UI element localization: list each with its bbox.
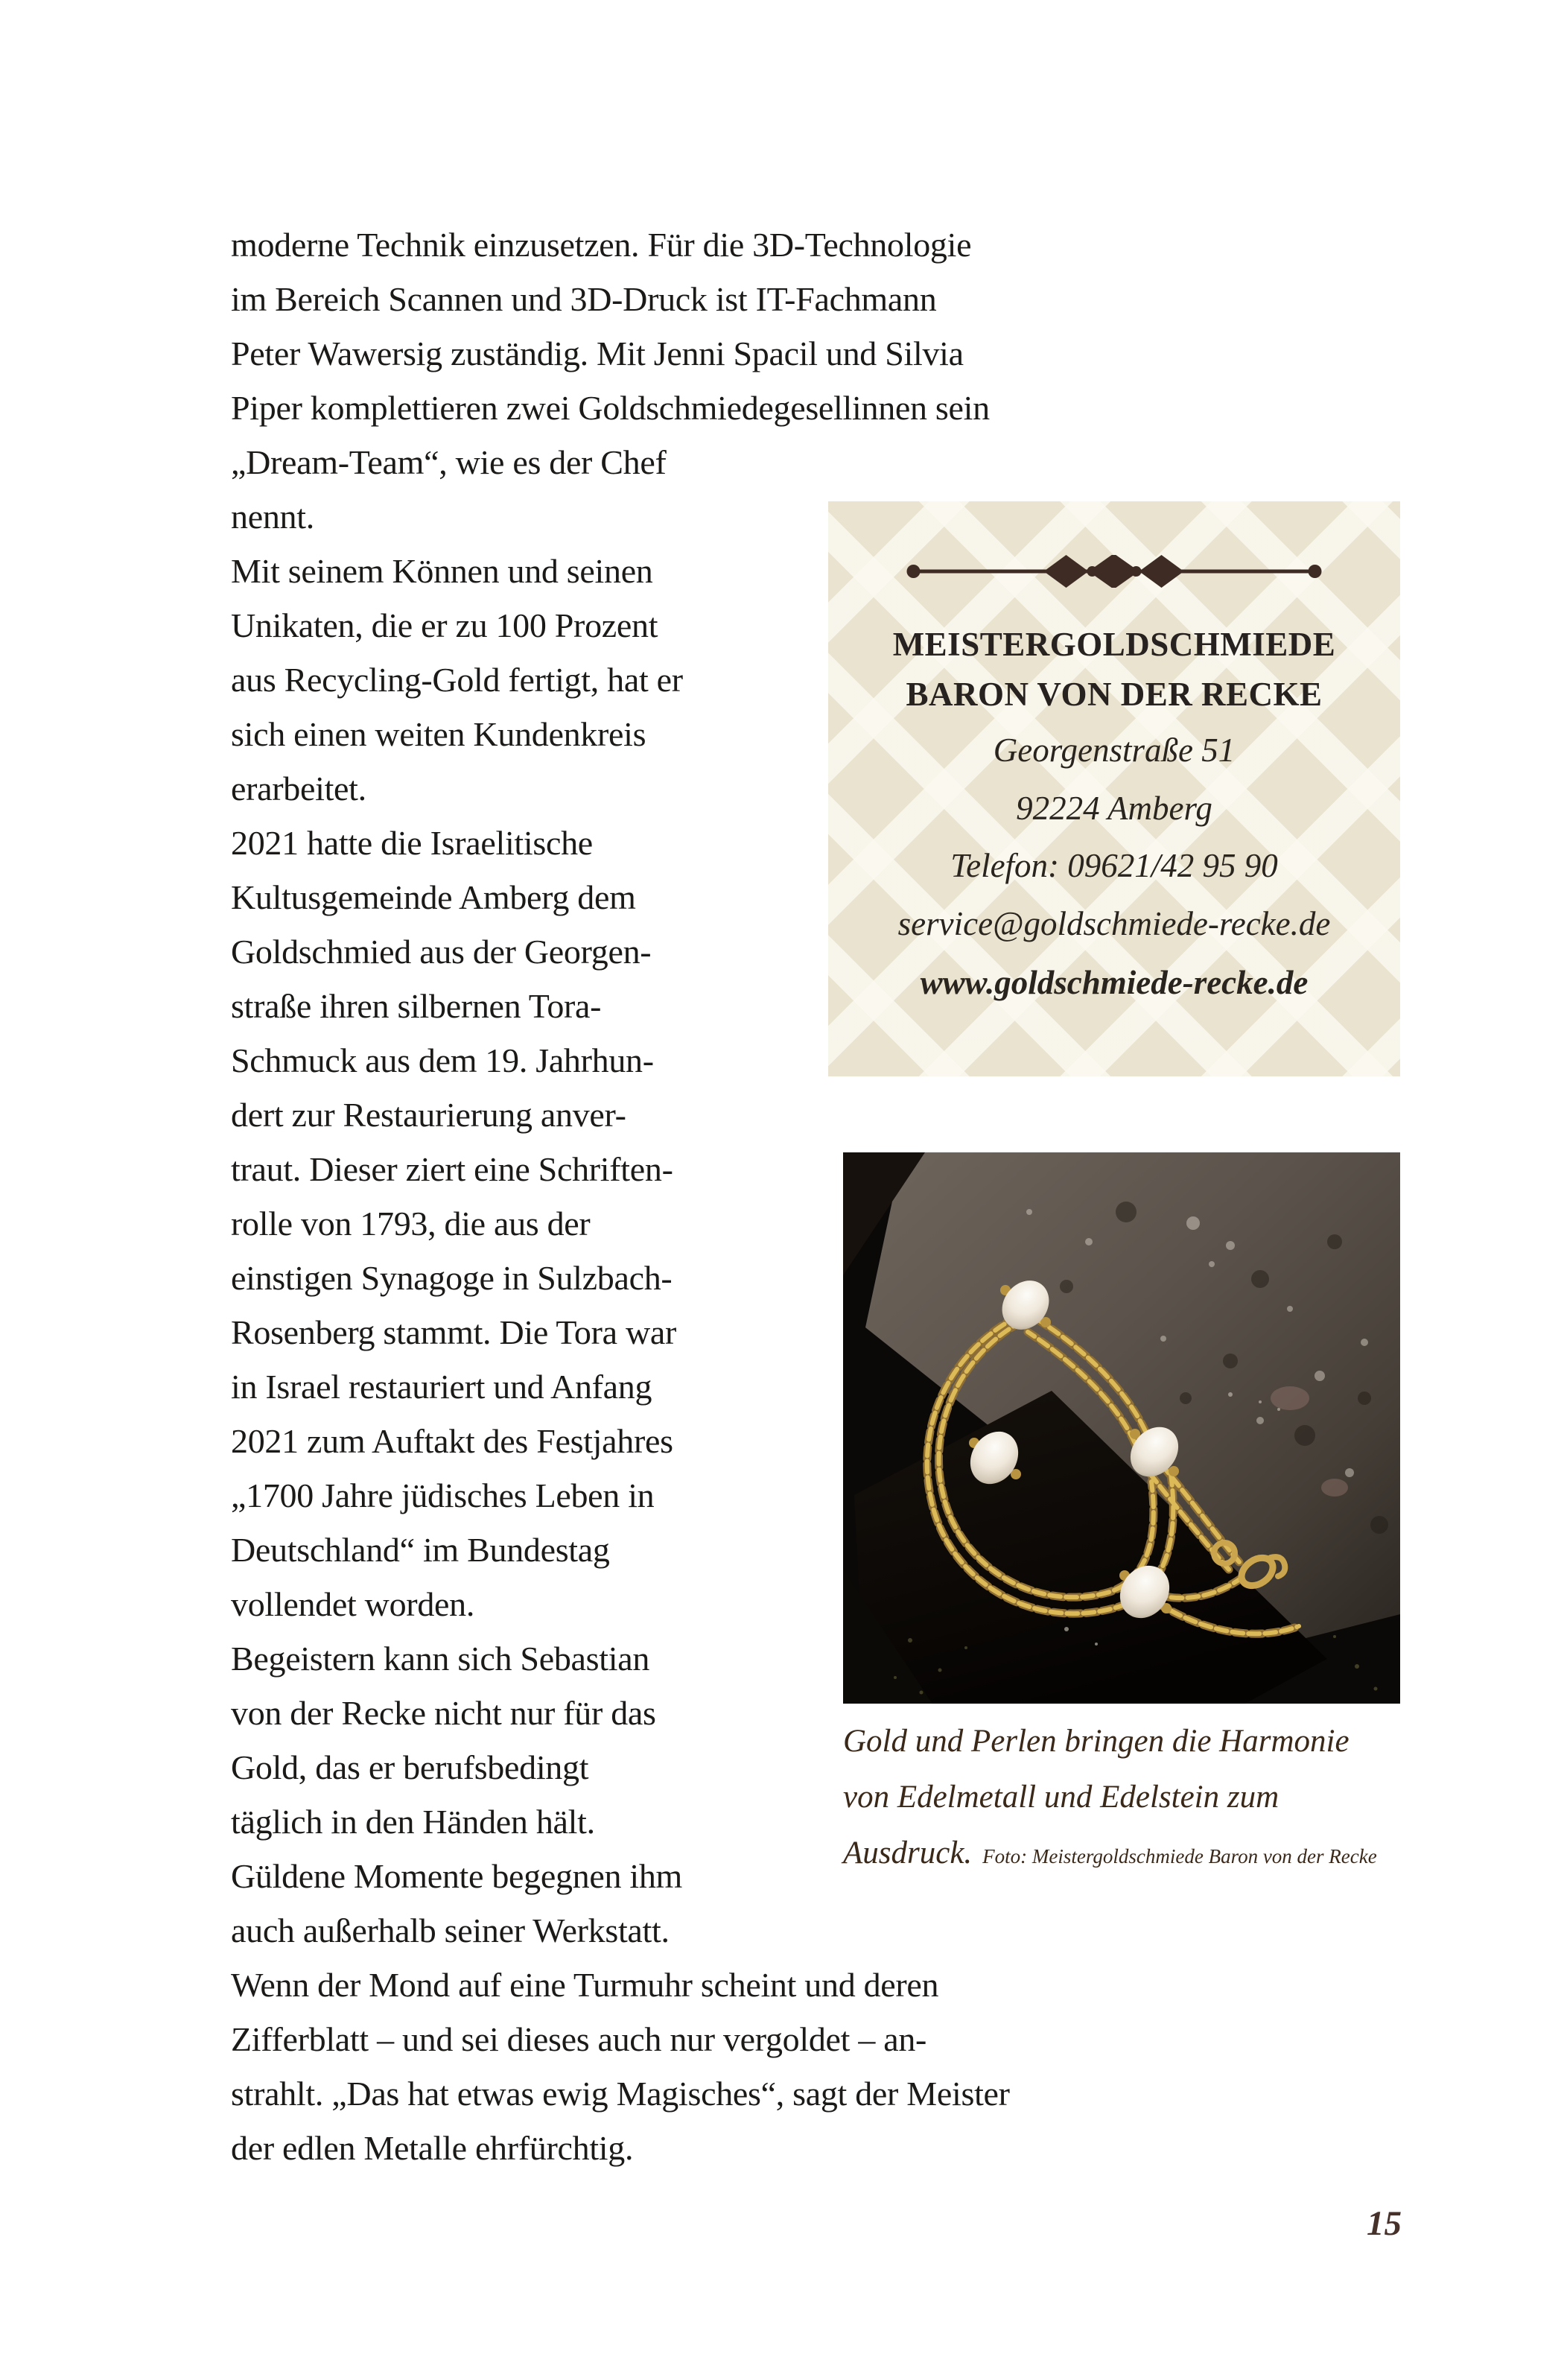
- text-line: straße ihren silbernen Tora-: [231, 987, 602, 1025]
- text-line: „1700 Jahre jüdisches Leben in: [231, 1476, 655, 1514]
- advert-phone: Telefon: 09621/42 95 90: [950, 847, 1278, 884]
- text-line: der edlen Metalle ehrfürchtig.: [231, 2129, 634, 2167]
- advert-website: www.goldschmiede-recke.de: [920, 964, 1309, 1001]
- text-line: Zifferblatt – und sei dieses auch nur vergoldet – an-: [231, 2020, 927, 2058]
- text-line: Goldschmied aus der Georgen-: [231, 933, 652, 971]
- text-line: auch außerhalb seiner Werkstatt.: [231, 1911, 670, 1949]
- text-line: dert zur Restaurierung anver-: [231, 1096, 626, 1134]
- text-line: Güldene Momente begegnen ihm: [231, 1857, 683, 1895]
- advert-title-line1: MEISTERGOLDSCHMIEDE: [892, 626, 1336, 663]
- text-line: traut. Dieser ziert eine Schriften-: [231, 1150, 673, 1188]
- advert-title-line2: BARON VON DER RECKE: [906, 676, 1323, 713]
- text-line: von der Recke nicht nur für das: [231, 1694, 656, 1732]
- text-line: im Bereich Scannen und 3D-Druck ist IT-Fachmann: [231, 280, 937, 318]
- text-line: Begeistern kann sich Sebastian: [231, 1640, 650, 1678]
- text-line: aus Recycling-Gold fertigt, hat er: [231, 661, 683, 699]
- caption-end: Ausdruck.: [843, 1835, 973, 1870]
- caption-last-line: [843, 1825, 1439, 1885]
- text-line: strahlt. „Das hat etwas ewig Magisches“, sagt der Meister: [231, 2075, 1010, 2113]
- bracelet-photo: [843, 1152, 1400, 1704]
- photo-credit: Foto: Meistergoldschmiede Baron von der Recke: [982, 1845, 1377, 1867]
- text-line: einstigen Synagoge in Sulzbach-: [231, 1259, 673, 1297]
- text-line: täglich in den Händen hält.: [231, 1803, 595, 1841]
- text-line: „Dream-Team“, wie es der Chef: [231, 443, 667, 481]
- bracelet-photo-illustration: [843, 1152, 1400, 1704]
- ornamental-divider-icon: [904, 555, 1325, 588]
- text-line: Mit seinem Können und seinen: [231, 552, 653, 590]
- text-line: Schmuck aus dem 19. Jahrhun-: [231, 1041, 654, 1079]
- text-line: Gold und Perlen bringen die Harmonie: [843, 1724, 1350, 1759]
- text-line: rolle von 1793, die aus der: [231, 1205, 591, 1243]
- text-line: Unikaten, die er zu 100 Prozent: [231, 606, 658, 644]
- text-line: sich einen weiten Kundenkreis: [231, 715, 646, 753]
- advert-street: Georgenstraße 51: [993, 732, 1236, 769]
- text-line: erarbeitet.: [231, 769, 366, 807]
- text-line: Rosenberg stammt. Die Tora war: [231, 1313, 677, 1351]
- photo-caption: [843, 1713, 1439, 1885]
- text-line: Gold, das er berufsbedingt: [231, 1748, 589, 1786]
- caption-lines: [843, 1713, 1439, 1825]
- text-line: 2021 hatte die Israelitische: [231, 824, 593, 862]
- text-line: Piper komplettieren zwei Goldschmiedegesellinnen sein: [231, 389, 990, 427]
- advert-city: 92224 Amberg: [1016, 790, 1212, 827]
- text-line: 2021 zum Auftakt des Festjahres: [231, 1422, 673, 1460]
- text-line: Deutschland“ im Bundestag: [231, 1531, 610, 1569]
- text-line: in Israel restauriert und Anfang: [231, 1368, 652, 1406]
- advert-email: service@goldschmiede-recke.de: [897, 905, 1331, 942]
- text-line: von Edelmetall und Edelstein zum: [843, 1780, 1280, 1815]
- advert-box: [828, 501, 1400, 1076]
- text-line: Peter Wawersig zuständig. Mit Jenni Spacil und Silvia: [231, 334, 964, 372]
- text-line: Wenn der Mond auf eine Turmuhr scheint und deren: [231, 1966, 939, 2004]
- text-line: moderne Technik einzusetzen. Für die 3D-Technologie: [231, 226, 972, 264]
- text-line: nennt.: [231, 498, 314, 536]
- text-line: Kultusgemeinde Amberg dem: [231, 878, 636, 916]
- page-number: 15: [1367, 2204, 1402, 2243]
- text-line: vollendet worden.: [231, 1585, 475, 1623]
